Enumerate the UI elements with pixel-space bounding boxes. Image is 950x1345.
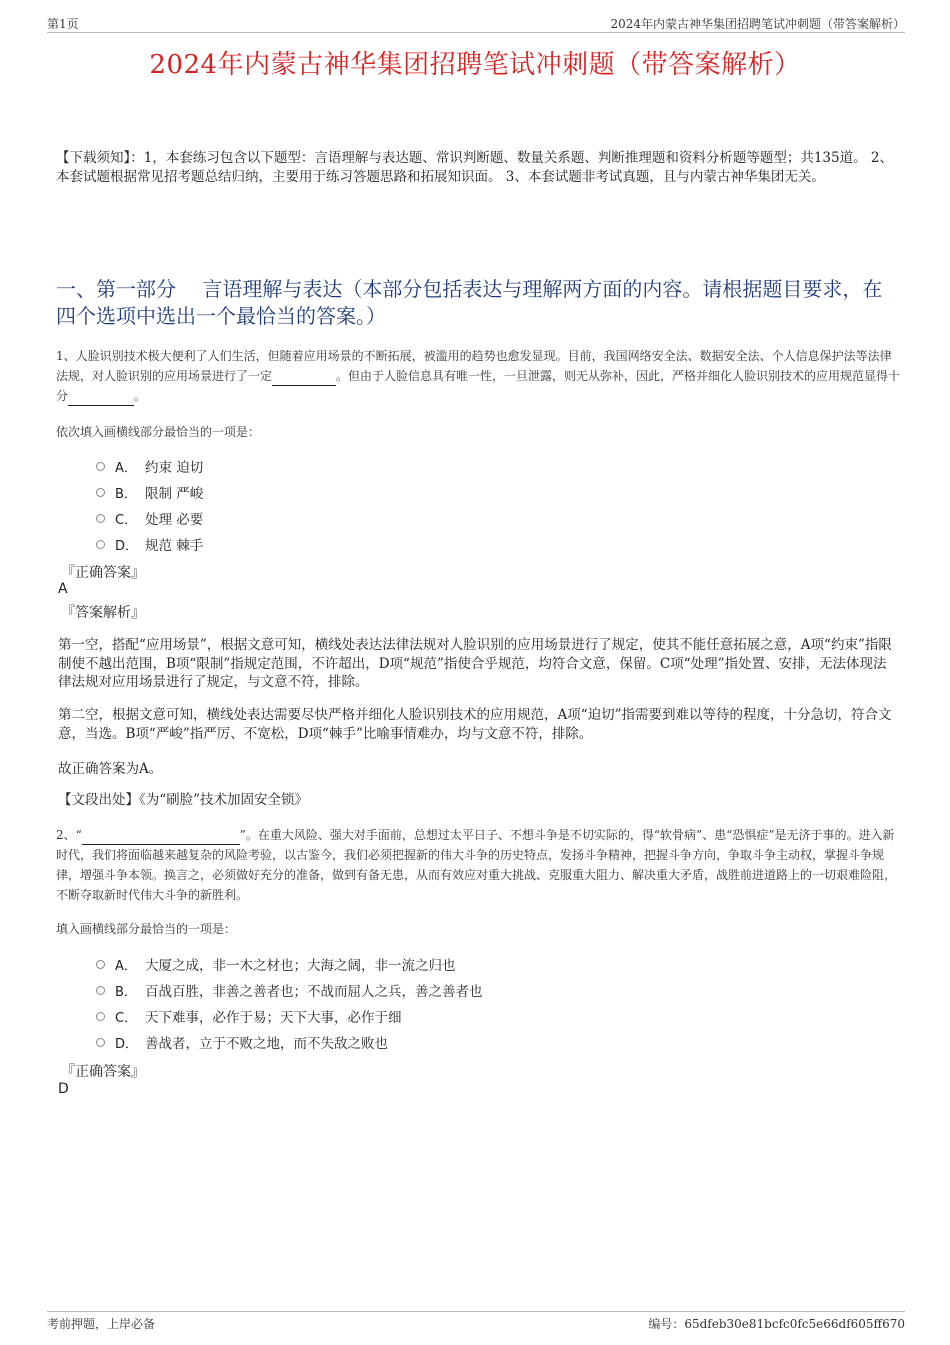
- page-footer: [47, 1311, 905, 1332]
- radio-icon[interactable]: [96, 960, 105, 969]
- fill-blank: [68, 391, 134, 406]
- question-2-text: 2、“ ”。在重大风险、强大对手面前，总想过太平日子、不想斗争是不切实际的，得“软骨病”、患“恐惧症”是无济于事的。进入新时代，我们将面临越来越复杂的风险考验，以古鉴今，我们必须把握新的伟大斗争的历史特点，发扬斗争精神，把握斗争方向，争取斗争主动权，掌握斗争规律，增强斗争本领。换言之，必须做好充分的准备，做到有备无患，从而有效应对重大挑战、克服重大阻力、解决重大矛盾，战胜前进道路上的一切艰难险阻，不断夺取新时代伟大斗争的新胜利。: [56, 828, 897, 902]
- answer-label: 『正确答案』: [61, 565, 145, 581]
- download-notice: 【下载须知】：1，本套练习包含以下题型：言语理解与表达题、常识判断题、数量关系题、判断推理题和资料分析题等题型；共135道。 2、本套试题根据常见招考题总结归纳，主要用于练习答题思路和拓展知识面。 3、本套试题非考试真题，且与内蒙古神华集团无关。: [56, 150, 893, 185]
- option-b[interactable]: B． 限制 严峻: [96, 479, 203, 505]
- header-doc-title: 2024年内蒙古神华集团招聘笔试冲刺题（带答案解析）: [610, 17, 905, 31]
- question-1-options: [96, 453, 203, 557]
- footer-serial: 编号：65dfeb30e81bcfc0fc5e66df605ff670: [648, 1317, 905, 1331]
- question-1-text: 1、人脸识别技术极大便利了人们生活，但随着应用场景的不断拓展，被滥用的趋势也愈发显现。目前，我国网络安全法、数据安全法、个人信息保护法等法律法规，对人脸识别的应用场景进行了一定 。但由于人脸信息具有唯一性，一旦泄露，则无从弥补，因此，严格并细化人脸识别技术的应用规范显得十分 。: [56, 346, 901, 406]
- radio-icon[interactable]: [96, 986, 105, 995]
- radio-icon[interactable]: [96, 540, 105, 549]
- radio-icon[interactable]: [96, 1012, 105, 1021]
- radio-icon[interactable]: [96, 488, 105, 497]
- section-heading: 一、第一部分 言语理解与表达（本部分包括表达与理解两方面的内容。请根据题目要求，在四个选项中选出一个最恰当的答案。）: [56, 277, 883, 328]
- question-2-options: [96, 951, 483, 1055]
- fill-blank: [272, 371, 336, 386]
- option-c[interactable]: C． 天下难事，必作于易；天下大事，必作于细: [96, 1003, 483, 1029]
- answer-label: 『正确答案』: [61, 1064, 145, 1080]
- option-d[interactable]: D． 善战者，立于不败之地，而不失敌之败也: [96, 1029, 483, 1055]
- answer-value: A: [58, 581, 68, 597]
- footer-slogan: 考前押题，上岸必备: [47, 1317, 156, 1331]
- text-source: 【文段出处】《为“刷脸”技术加固安全锁》: [58, 792, 309, 808]
- page-title: 2024年内蒙古神华集团招聘笔试冲刺题（带答案解析）: [149, 50, 801, 80]
- question-2-prompt: 填入画横线部分最恰当的一项是：: [56, 922, 237, 936]
- analysis-label: 『答案解析』: [61, 605, 145, 621]
- page-header: [47, 14, 905, 33]
- page-number: 第1页: [47, 17, 79, 31]
- answer-value: D: [58, 1081, 69, 1097]
- question-1-prompt: 依次填入画横线部分最恰当的一项是：: [56, 425, 261, 439]
- analysis-paragraph-2: 第二空，根据文意可知，横线处表达需要尽快严格并细化人脸识别技术的应用规范，A项“迫切”指需要到难以等待的程度，十分急切，符合文意，当选。B项“严峻”指严厉、不宽松，D项“棘手”比喻事情难办，均与文意不符，排除。: [58, 707, 892, 742]
- option-c[interactable]: C． 处理 必要: [96, 505, 203, 531]
- option-b[interactable]: B． 百战百胜，非善之善者也；不战而屈人之兵，善之善者也: [96, 977, 483, 1003]
- radio-icon[interactable]: [96, 514, 105, 523]
- option-a[interactable]: A． 大厦之成，非一木之材也；大海之阔，非一流之归也: [96, 951, 483, 977]
- radio-icon[interactable]: [96, 462, 105, 471]
- option-d[interactable]: D． 规范 棘手: [96, 531, 203, 557]
- fill-blank: [82, 830, 240, 845]
- analysis-conclusion: 故正确答案为A。: [58, 761, 163, 777]
- radio-icon[interactable]: [96, 1038, 105, 1047]
- option-a[interactable]: A． 约束 迫切: [96, 453, 203, 479]
- analysis-paragraph-1: 第一空，搭配“应用场景”，根据文意可知，横线处表达法律法规对人脸识别的应用场景进行了规定，使其不能任意拓展之意，A项“约束”指限制使不越出范围，B项“限制”指规定范围，不许超出，D项“规范”指使合乎规范，均符合文意，保留。C项“处理”指处置、安排，无法体现法律法规对应用场景进行了规定，与文意不符，排除。: [58, 637, 892, 690]
